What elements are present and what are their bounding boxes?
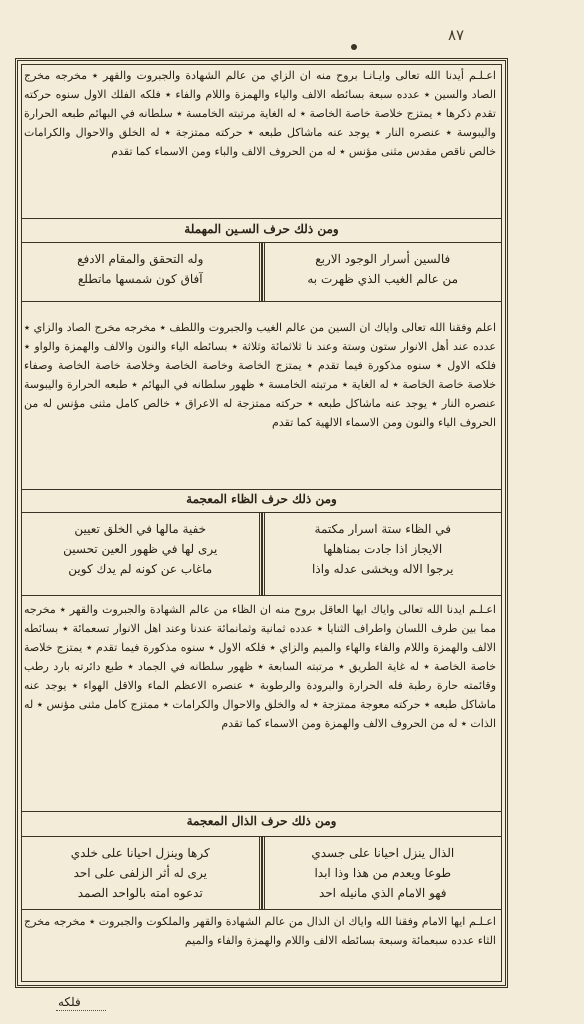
poem-line: ماغاب عن كونه لم يدك كوين — [68, 562, 213, 576]
paragraph-za: اعـلـم ايدنا الله تعالى واياك ايها العاقل بروح منه ان الظاء من عالم الشهادة والجبروت والقهر ٭ مخرجه مما بين طرف اللسان واطراف الثنايا ٭ عدده ثمانية وثمانمائة عندنا وعند اهل الانوار تسعمائة ٭ بسائطه الالف والهمزة واللام والفاء والهاء والميم والزاي ٭ فلكه الاول ٭ سنوه مذكورة فيما تقدم ٭ يمتزج خلاصة خاصة الخاصة ٭ له غاية الطريق ٭ مرتبته السابعة ٭ ظهور سلطانه في الجماد ٭ طبع دائرته بارد رطب وقائمته حارة رطبة فله الحرارة والبرودة والرطوبة ٭ عنصره الاعظم الماء والاقل الهواء ٭ يوجد عنه ماشاكل طبعه ٭ حركته معوجة ممتزجة ٭ له والخلق والاحوال والكرامات ٭ ممتزج كامل مثنى مؤنس ٭ له الذات ٭ له من الحروف الالف والهمزة ومن الاسماء كما تقدم — [24, 603, 496, 730]
poem-column-right — [262, 513, 502, 595]
poem-column-right — [262, 837, 502, 909]
divider — [22, 489, 501, 490]
poem-line: الايجاز اذا جادت بمناهلها — [323, 542, 443, 556]
paragraph-zay: اعـلـم أيدنا الله تعالى وايـانـا بروح منه ان الزاي من عالم الشهادة والجبروت والقهر ٭ مخرجه مخرج الصاد والسين ٭ عدده سبعة بسائطه الالف والياء والهمزة واللام والفاء ٭ فلكه الفلك الاول سنوه حركته تقدم ذكرها ٭ يمتزج خلاصة خاصة الخاصة ٭ له الغاية مرتبته الخامسة ٭ سلطانه في البهائم طبعه الحرارة واليبوسة ٭ عنصره النار ٭ يوجد عنه ماشاكل طبعه ٭ حركته ممتزجة ٭ له الخلق والاحوال والكرامات خالص ناقص مقدس مثنى مؤنس ٭ له من الحروف الالف والباء ومن الاسماء كما تقدم — [24, 69, 496, 158]
poem-column-left — [22, 513, 262, 595]
heading-za: ومن ذلك حرف الظاء المعجمة — [186, 492, 337, 506]
poem-column-right — [262, 243, 502, 301]
heading-dhal: ومن ذلك حرف الذال المعجمة — [186, 814, 337, 828]
poem-column-left — [22, 243, 262, 301]
paragraph-dhal: اعـلـم ايها الامام وفقنا الله واياك ان الذال من عالم الشهادة والقهر والملكوت والجبروت ٭ مخرجه مخرج الثاء عدده سبعمائة وسبعة بسائطه الالف واللام والهمزة والفاء والميم — [24, 915, 496, 947]
poem-box-sin — [22, 242, 501, 302]
poem-line: فهو الامام الذي مانيله احد — [318, 886, 447, 900]
footer-mark — [56, 1010, 106, 1011]
page-number: ٨٧ — [448, 26, 465, 44]
ornament-dot — [351, 44, 357, 50]
poem-line: طوعا ويعدم من هذا وذا ابدا — [314, 866, 452, 880]
catchword: فلكه — [58, 995, 81, 1009]
divider — [22, 218, 501, 219]
poem-column-left — [22, 837, 262, 909]
poem-line: يرجوا الاله ويخشى عدله واذا — [312, 562, 454, 576]
poem-line: يرى لها في ظهور العين تحسين — [63, 542, 218, 556]
poem-line: آفاق كون شمسها ماتطلع — [77, 272, 203, 286]
poem-box-dhal — [22, 836, 501, 910]
poem-line: الذال ينزل احيانا على جسدي — [311, 846, 455, 860]
poem-line: تدعوه امته بالواحد الصمد — [77, 886, 203, 900]
poem-box-za — [22, 512, 501, 596]
poem-line: من عالم الغيب الذي ظهرت به — [307, 272, 459, 286]
paragraph-sin: اعلم وفقنا الله تعالى واياك ان السين من عالم الغيب والجبروت واللطف ٭ مخرجه مخرج الصاد والزاي ٭ عدده عند أهل الانوار ستون وستة وعند نا ثلاثمائة وثلاثة ٭ بسائطه الياء والنون والالف والهمزة والواو ٭ فلكه الاول ٭ سنوه مذكورة فيما تقدم ٭ يمتزج الخاصة وخاصة الخاصة وخلاصة خاصة الخاصة وصفاء خلاصة خاصة الخاصة ٭ له الغاية ٭ مرتبته الخامسة ٭ ظهور سلطانه في البهائم ٭ طبعه الحرارة واليبوسة عنصره النار ٭ يوجد عنه ماشاكل طبعه ٭ حركته ممتزجة له الاعراق ٭ خالص كامل مثنى مؤنس له من الحروف الياء والنون ومن الاسماء الالهية كما تقدم — [24, 321, 496, 429]
heading-sin: ومن ذلك حرف السـين المهملة — [184, 222, 339, 236]
divider — [22, 811, 501, 812]
poem-line: خفية مالها في الخلق تعيين — [74, 522, 207, 536]
poem-line: كرها وينزل احيانا على خلدي — [70, 846, 210, 860]
poem-line: في الظاء ستة اسرار مكتمة — [314, 522, 451, 536]
poem-line: يرى له أثر الزلفى على احد — [73, 866, 207, 880]
poem-line: فالسين أسرار الوجود الاربع — [315, 252, 451, 266]
poem-line: وله التحقق والمقام الادفع — [77, 252, 204, 266]
